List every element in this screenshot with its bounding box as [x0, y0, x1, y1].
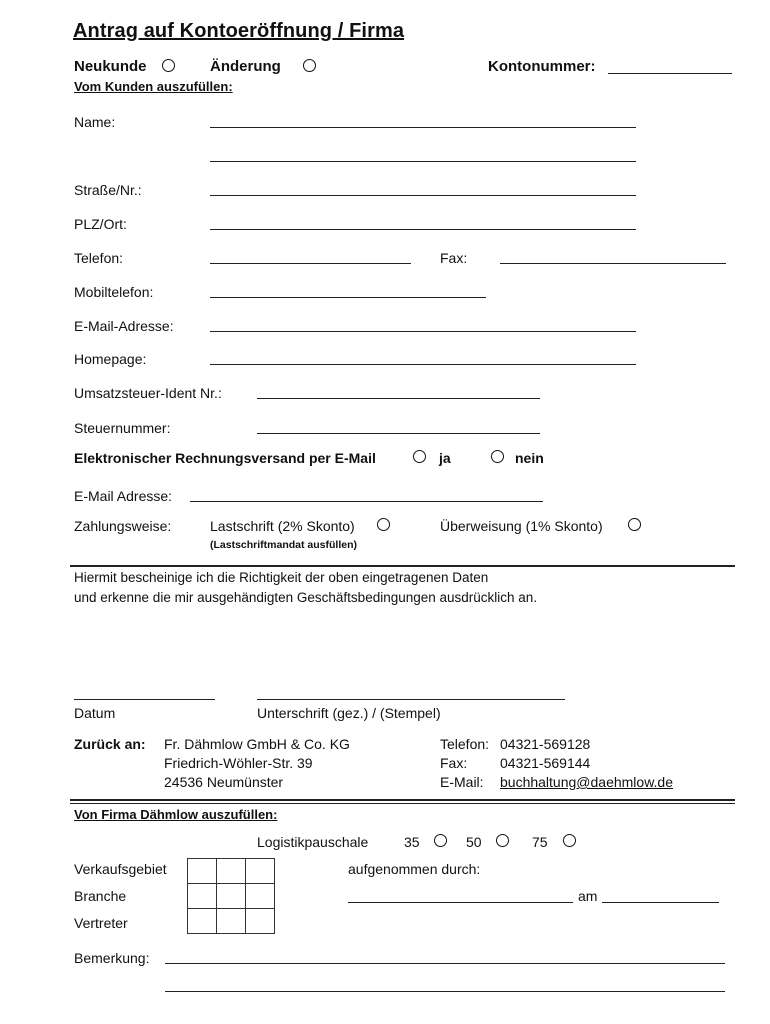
- grid-cell[interactable]: [246, 884, 275, 909]
- internal-section-heading: Von Firma Dähmlow auszufüllen:: [74, 807, 278, 822]
- logistik-label: Logistikpauschale: [257, 834, 369, 850]
- grid-cell[interactable]: [217, 909, 246, 934]
- logistik-35-label: 35: [404, 834, 420, 850]
- grid-cell[interactable]: [217, 859, 246, 884]
- section-divider: [70, 565, 735, 567]
- aenderung-label: Änderung: [210, 58, 281, 75]
- declaration-line-2: und erkenne die mir ausgehändigten Geschäftsbedingungen ausdrücklich an.: [74, 590, 538, 605]
- steuernummer-label: Steuernummer:: [74, 420, 171, 436]
- return-email-link[interactable]: buchhaltung@daehmlow.de: [500, 774, 674, 790]
- unterschrift-label: Unterschrift (gez.) / (Stempel): [257, 705, 441, 721]
- mobiltelefon-field[interactable]: [210, 297, 486, 298]
- return-label: Zurück an:: [74, 736, 146, 752]
- bemerkung-label: Bemerkung:: [74, 950, 150, 966]
- code-grid: [187, 858, 275, 934]
- logistik-50-radio[interactable]: [496, 834, 509, 847]
- homepage-field[interactable]: [210, 364, 636, 365]
- bemerkung-field-line-2[interactable]: [165, 991, 725, 992]
- grid-cell[interactable]: [246, 909, 275, 934]
- return-telefon-label: Telefon:: [440, 736, 490, 752]
- erechnung-ja-radio[interactable]: [413, 450, 426, 463]
- return-telefon: 04321-569128: [500, 736, 591, 752]
- logistik-75-radio[interactable]: [563, 834, 576, 847]
- am-label: am: [578, 888, 598, 904]
- double-divider-top: [70, 799, 735, 801]
- ueberweisung-label: Überweisung (1% Skonto): [440, 518, 603, 534]
- return-city: 24536 Neumünster: [164, 774, 284, 790]
- datum-field[interactable]: [74, 699, 215, 700]
- aenderung-radio[interactable]: [303, 59, 316, 72]
- return-company: Fr. Dähmlow GmbH & Co. KG: [164, 736, 350, 752]
- name-label: Name:: [74, 114, 116, 130]
- logistik-50-label: 50: [466, 834, 482, 850]
- strasse-label: Straße/Nr.:: [74, 182, 142, 198]
- strasse-field[interactable]: [210, 195, 636, 196]
- kontonummer-field[interactable]: [608, 73, 732, 74]
- am-date-field[interactable]: [602, 902, 719, 903]
- logistik-35-radio[interactable]: [434, 834, 447, 847]
- declaration-line-1: Hiermit bescheinige ich die Richtigkeit der oben eingetragenen Daten: [74, 570, 489, 585]
- neukunde-label: Neukunde: [74, 58, 147, 75]
- email-adresse-label: E-Mail Adresse:: [74, 488, 173, 504]
- verkaufsgebiet-label: Verkaufsgebiet: [74, 861, 167, 877]
- logistik-75-label: 75: [532, 834, 548, 850]
- lastschrift-radio[interactable]: [377, 518, 390, 531]
- return-fax: 04321-569144: [500, 755, 591, 771]
- erechnung-label: Elektronischer Rechnungsversand per E-Mail: [74, 450, 376, 466]
- customer-section-heading: Vom Kunden auszufüllen:: [74, 79, 233, 94]
- ust-id-field[interactable]: [257, 398, 540, 399]
- name-field-line-2[interactable]: [210, 161, 636, 162]
- grid-cell[interactable]: [246, 859, 275, 884]
- email-label: E-Mail-Adresse:: [74, 318, 174, 334]
- grid-cell[interactable]: [217, 884, 246, 909]
- plz-ort-field[interactable]: [210, 229, 636, 230]
- double-divider-bottom: [70, 803, 735, 804]
- telefon-label: Telefon:: [74, 250, 124, 266]
- ust-id-label: Umsatzsteuer-Ident Nr.:: [74, 385, 222, 401]
- mobiltelefon-label: Mobiltelefon:: [74, 284, 154, 300]
- ueberweisung-radio[interactable]: [628, 518, 641, 531]
- erechnung-nein-radio[interactable]: [491, 450, 504, 463]
- name-field[interactable]: [210, 127, 636, 128]
- return-email-label: E-Mail:: [440, 774, 484, 790]
- lastschrift-note: (Lastschriftmandat ausfüllen): [210, 539, 358, 551]
- fax-label: Fax:: [440, 250, 468, 266]
- bemerkung-field[interactable]: [165, 963, 725, 964]
- lastschrift-label: Lastschrift (2% Skonto): [210, 518, 355, 534]
- neukunde-radio[interactable]: [162, 59, 175, 72]
- return-street: Friedrich-Wöhler-Str. 39: [164, 755, 313, 771]
- grid-cell[interactable]: [188, 859, 217, 884]
- grid-cell[interactable]: [188, 884, 217, 909]
- zahlungsweise-label: Zahlungsweise:: [74, 518, 172, 534]
- steuernummer-field[interactable]: [257, 433, 540, 434]
- email-adresse-field[interactable]: [190, 501, 543, 502]
- fax-field[interactable]: [500, 263, 726, 264]
- kontonummer-label: Kontonummer:: [488, 58, 596, 75]
- vertreter-label: Vertreter: [74, 915, 128, 931]
- aufgenommen-label: aufgenommen durch:: [348, 861, 481, 877]
- grid-cell[interactable]: [188, 909, 217, 934]
- erechnung-nein-label: nein: [515, 450, 544, 466]
- page-title: Antrag auf Kontoeröffnung / Firma: [73, 20, 405, 42]
- homepage-label: Homepage:: [74, 351, 147, 367]
- aufgenommen-field[interactable]: [348, 902, 573, 903]
- email-field[interactable]: [210, 331, 636, 332]
- erechnung-ja-label: ja: [439, 450, 451, 466]
- datum-label: Datum: [74, 705, 116, 721]
- branche-label: Branche: [74, 888, 127, 904]
- plz-ort-label: PLZ/Ort:: [74, 216, 127, 232]
- telefon-field[interactable]: [210, 263, 411, 264]
- unterschrift-field[interactable]: [257, 699, 565, 700]
- return-fax-label: Fax:: [440, 755, 468, 771]
